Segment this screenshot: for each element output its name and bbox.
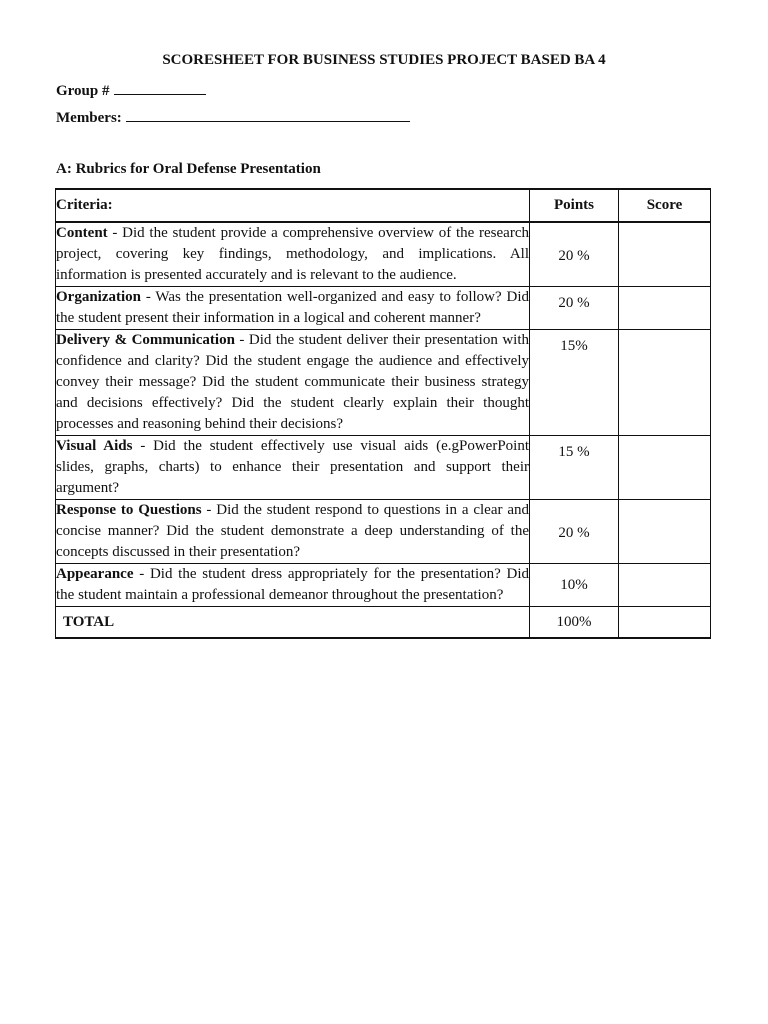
criteria-name: Response to Questions <box>56 502 202 518</box>
score-cell[interactable] <box>619 564 711 607</box>
criteria-name: Content <box>56 225 108 241</box>
criteria-name: Organization <box>56 289 141 305</box>
total-label: TOTAL <box>56 607 530 639</box>
criteria-cell <box>56 287 530 330</box>
total-row <box>56 607 711 639</box>
criteria-description: - Did the student respond to questions in a clear and concise manner? Did the student demonstrate a deep understanding of the concepts discussed in their presentation? <box>56 502 529 560</box>
criteria-description: - Did the student provide a comprehensive overview of the research project, covering key findings, methodology, and implications. All information is presented accurately and is relevant to the audience. <box>56 225 529 283</box>
score-cell[interactable] <box>619 287 711 330</box>
criteria-description: - Was the presentation well-organized and easy to follow? Did the student present their information in a logical and coherent manner? <box>56 289 529 326</box>
points-cell: 10% <box>530 564 619 607</box>
criteria-description: - Did the student dress appropriately for the presentation? Did the student maintain a professional demeanor throughout the presentation? <box>56 566 529 603</box>
criteria-name: Delivery & Communication <box>56 332 235 348</box>
members-field <box>56 107 410 127</box>
points-cell: 20 % <box>530 287 619 330</box>
page-title: SCORESHEET FOR BUSINESS STUDIES PROJECT BASED BA 4 <box>162 52 606 68</box>
table-row <box>56 564 711 607</box>
group-label: Group # <box>56 83 110 99</box>
members-blank-line[interactable] <box>126 107 410 122</box>
points-cell: 15% <box>530 330 619 436</box>
total-score-cell[interactable] <box>619 607 711 639</box>
criteria-name: Visual Aids <box>56 438 133 454</box>
table-row <box>56 436 711 500</box>
score-cell[interactable] <box>619 436 711 500</box>
table-row <box>56 500 711 564</box>
score-cell[interactable] <box>619 330 711 436</box>
score-cell[interactable] <box>619 222 711 287</box>
criteria-cell <box>56 500 530 564</box>
group-field <box>56 80 206 100</box>
points-header: Points <box>530 189 619 222</box>
rubric-table <box>55 188 711 639</box>
table-header-row <box>56 189 711 222</box>
points-cell: 20 % <box>530 222 619 287</box>
total-points: 100% <box>530 607 619 639</box>
table-row <box>56 287 711 330</box>
score-cell[interactable] <box>619 500 711 564</box>
section-heading: A: Rubrics for Oral Defense Presentation <box>56 161 321 177</box>
members-label: Members: <box>56 110 122 126</box>
criteria-description: - Did the student deliver their presentation with confidence and clarity? Did the student engage the audience and effectively convey their message? Did the student communicate their business strategy and decisions effectively? Did the student clearly explain their thought processes and reasoning behind their decisions? <box>56 332 529 432</box>
score-header: Score <box>619 189 711 222</box>
points-cell: 20 % <box>530 500 619 564</box>
points-cell: 15 % <box>530 436 619 500</box>
table-row <box>56 222 711 287</box>
group-blank-line[interactable] <box>114 80 206 95</box>
criteria-cell <box>56 564 530 607</box>
criteria-cell <box>56 222 530 287</box>
criteria-description: - Did the student effectively use visual aids (e.gPowerPoint slides, graphs, charts) to enhance their presentation and support their argument? <box>56 438 529 496</box>
table-row <box>56 330 711 436</box>
criteria-cell <box>56 436 530 500</box>
criteria-header: Criteria: <box>56 189 530 222</box>
criteria-cell <box>56 330 530 436</box>
criteria-name: Appearance <box>56 566 134 582</box>
